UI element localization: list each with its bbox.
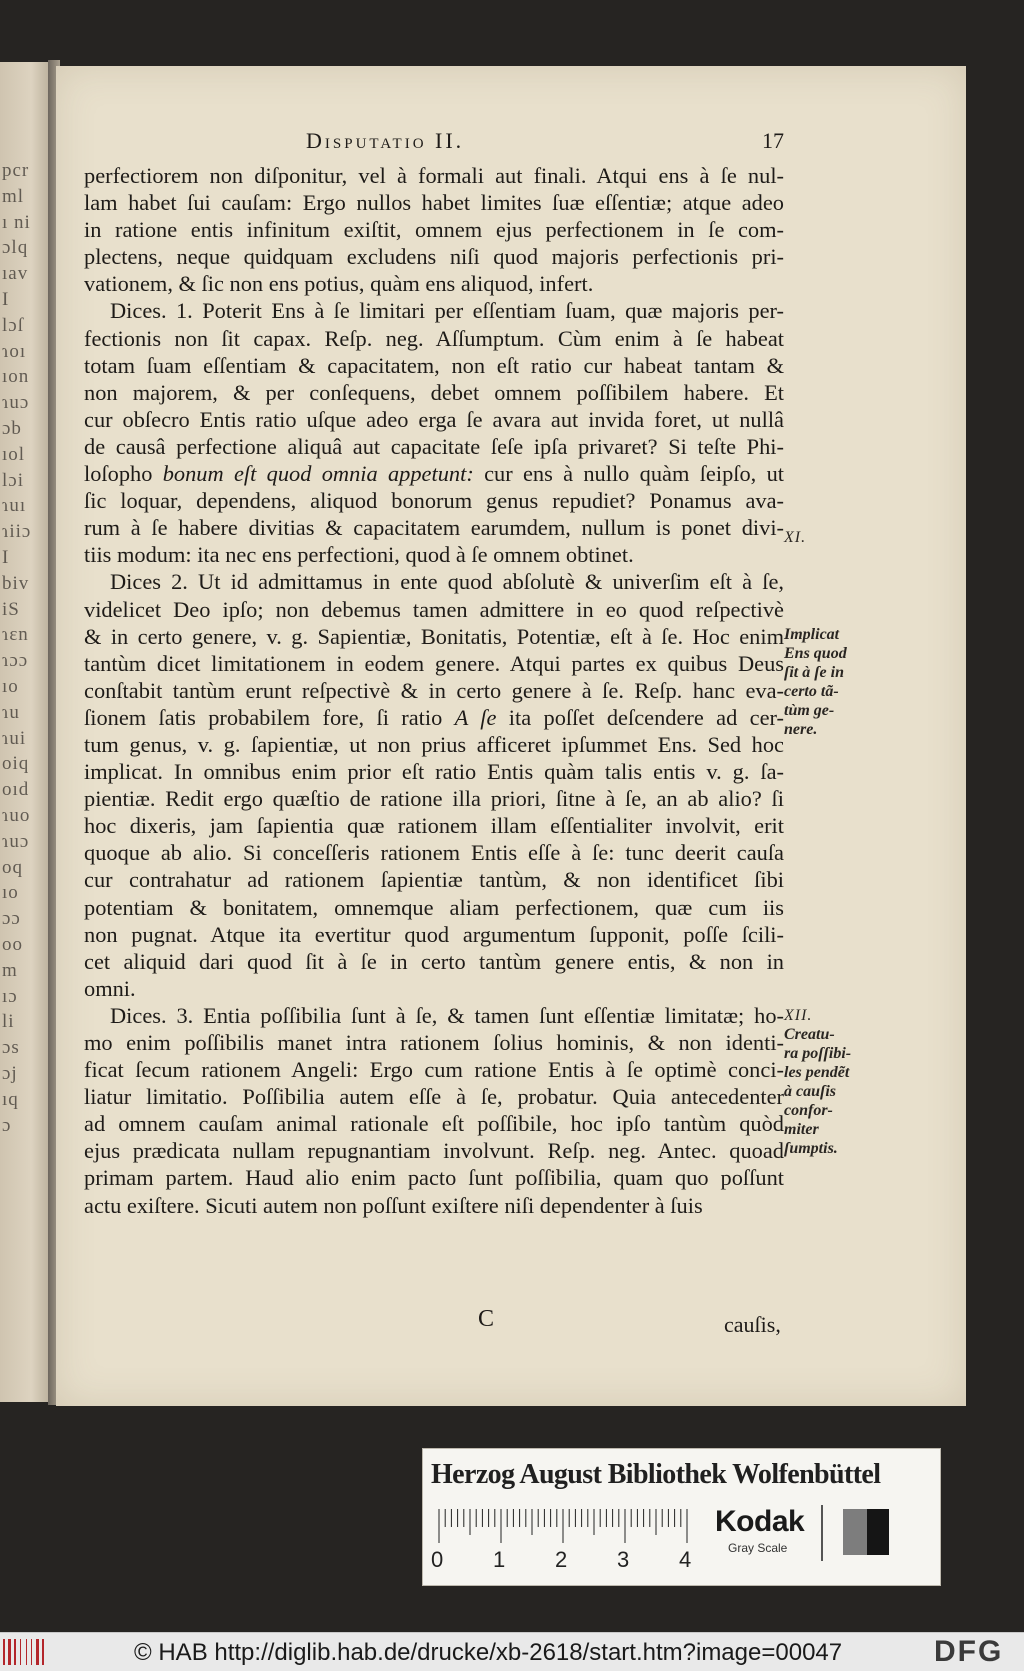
ruler-number: 3 xyxy=(617,1547,630,1572)
ruler-scale xyxy=(435,1509,715,1543)
text-line: conſtabit tantùm erunt reſpectivè & in certo genere à ſe. Reſp. hanc eva- xyxy=(84,677,784,703)
prev-page-fragment: ıol xyxy=(2,443,26,465)
text-line: pientiæ. Redit ergo quæſtio de ratione illa priori, ſitne à ſe, an ab alio? ſi xyxy=(84,786,784,812)
text-line: in ratione entis infinitum exiſtit, omnem ejus perfectionem in ſe com- xyxy=(84,217,784,243)
prev-page-fragment: ɿiiɔ xyxy=(2,521,32,543)
kodak-logo: Kodak xyxy=(715,1505,805,1538)
text-line: tiis modum: ita nec ens perfectioni, quod à ſe omnem obtinet. xyxy=(84,542,634,568)
text-line: liatur limitatio. Poſſibilia autem eſſe à ſe, probatur. Quia antecedenter xyxy=(84,1084,784,1110)
prev-page-fragment: ıo xyxy=(2,882,19,904)
prev-page-fragment: ɿoı xyxy=(2,340,27,362)
text-line: totam ſuam eſſentiam & capacitatem, non eſt ratio cur habeat tantam & xyxy=(84,352,784,378)
text-line: implicat. In omnibus enim prior eſt ratio Entis quàm talis entis v. g. ſa- xyxy=(84,759,784,785)
prev-page-fragment: ɔ xyxy=(2,1114,12,1136)
prev-page-fragment: lɔſ xyxy=(2,314,24,336)
prev-page-fragment: ıɔ xyxy=(2,985,18,1007)
text-line: Dices. 3. Entia poſſibilia ſunt à ſe, & tamen ſunt eſſentiæ limitatæ; ho- xyxy=(110,1002,784,1028)
text-line: ſic loquar, dependens, aliquod bonorum genus repudiet? Ponamus ava- xyxy=(84,488,784,514)
prev-page-fragment: ɿuo xyxy=(2,805,31,826)
marginal-line: les pendẽt xyxy=(784,1064,850,1081)
source-url-text[interactable]: © HAB http://diglib.hab.de/drucke/xb-2618/start.htm?image=00047 xyxy=(134,1639,843,1666)
library-color-label xyxy=(422,1448,941,1586)
prev-page-fragment: pcr xyxy=(2,160,30,181)
text-line: omni. xyxy=(84,975,136,1001)
text-line: potentiam & bonitatem, omnemque aliam perfectionem, quæ cum iis xyxy=(84,894,784,920)
text-line: non pugnat. Atque ita evertitur quod argumentum ſupponit, poſſe ſcili- xyxy=(84,921,784,947)
prev-page-fragment: oq xyxy=(2,856,23,878)
prev-page-fragment: ɔɔ xyxy=(2,908,21,930)
prev-page-fragment: ɿuɔ xyxy=(2,392,30,414)
text-line: ad omnem cauſam animal rationale eſt poſſibile, hoc ipſo tantùm quòd xyxy=(84,1111,784,1137)
marginal-number: XI. xyxy=(784,529,807,546)
marginal-line: Ens quod xyxy=(784,645,847,662)
text-line: vationem, & ſic non ens potius, quàm ens aliquod, infert. xyxy=(84,271,594,297)
prev-page-fragment: m xyxy=(2,959,18,981)
barcode-bar xyxy=(26,1639,27,1665)
text-line: quoque ab alio. Si conceſſeris rationem Entis eſſe à ſe: tunc deerit cauſa xyxy=(84,840,784,866)
prev-page-fragment: ɔlq xyxy=(2,237,29,259)
barcode-bar xyxy=(31,1639,32,1665)
prev-page-fragment: ɿɔɔ xyxy=(2,650,29,672)
dfg-logo: DFG xyxy=(934,1635,1004,1668)
text-line: & in certo genere, v. g. Sapientiæ, Bonitatis, Potentiæ, eſt à ſe. Hoc enim xyxy=(84,623,784,649)
italic-phrase: A ſe xyxy=(454,704,497,730)
prev-page-fragment: ɿɛn xyxy=(2,624,29,646)
page-number: 17 xyxy=(762,128,784,153)
text-line: videlicet Deo ipſo; non debemus tamen admittere in eo quod reſpectivè xyxy=(84,596,784,622)
ruler-numbers xyxy=(431,1547,731,1573)
prev-page-fragment: ɿuɔ xyxy=(2,830,30,852)
text-line: lam habet ſui cauſam: Ergo nullos habet limites ſuæ eſſentiæ; atque adeo xyxy=(84,190,784,216)
text-line: cur obſecro Entis ratio uſque adeo erga ſe avara aut invida foret, ut nullâ xyxy=(84,406,784,432)
marginal-line: Creatu- xyxy=(784,1026,835,1043)
prev-page-fragment: iS xyxy=(2,598,20,620)
ruler-number: 4 xyxy=(679,1547,692,1572)
barcode-bar xyxy=(20,1639,21,1665)
prev-page-fragment: ıon xyxy=(2,366,30,388)
text-line: loſopho bonum eſt quod omnia appetunt: cur ens à nullo quàm ſeipſo, ut xyxy=(84,461,784,487)
barcode-bar xyxy=(14,1639,16,1665)
body-text xyxy=(84,162,784,1219)
text-line: perfectiorem non diſponitur, vel à formali aut finali. Atqui ens à ſe nul- xyxy=(84,163,784,188)
text-line: hoc dixeris, jam ſapientia quæ rationem illam eſſentialiter involvit, erit xyxy=(84,813,784,839)
barcode-icon xyxy=(2,1637,48,1667)
prev-page-fragment: ıq xyxy=(2,1088,19,1110)
marginal-line: Implicat xyxy=(784,626,840,643)
text-line: fectionis non ſit capax. Reſp. neg. Aſſumptum. Cùm enim à ſe habeat xyxy=(84,325,784,351)
prev-page-fragment: ɿui xyxy=(2,727,27,749)
marginal-note-xii xyxy=(784,1006,874,1158)
marginal-line: miter xyxy=(784,1121,819,1138)
prev-page-fragment: ɿu xyxy=(2,701,20,723)
marginal-line: nere. xyxy=(784,721,818,738)
kodak-subtitle: Gray Scale xyxy=(728,1541,788,1555)
prev-page-fragment: ıav xyxy=(2,263,29,285)
prev-page-fragment: li xyxy=(2,1011,15,1033)
text-line: Dices 2. Ut id admittamus in ente quod abſolutè & univerſim eſt à ſe, xyxy=(110,569,784,595)
marginal-line: ra poſſibi- xyxy=(784,1045,852,1062)
gray-patch-mid xyxy=(843,1509,867,1555)
running-title: Disputatio II. xyxy=(306,128,465,153)
prev-page-fragment: ɔb xyxy=(2,418,22,439)
marginal-number: XII. xyxy=(784,1007,813,1024)
marginal-line: confor- xyxy=(784,1102,833,1119)
text-line: rum à ſe habere divitias & capacitatem earumdem, nullum is ponet divi- xyxy=(84,515,784,541)
catchword: cauſis, xyxy=(724,1312,781,1337)
prev-page-fragment: I xyxy=(2,547,10,568)
prev-page-fragment: biv xyxy=(2,572,30,594)
page-header xyxy=(56,128,966,158)
text-line: Dices. 1. Poterit Ens à ſe limitari per eſſentiam ſuam, quæ majoris per- xyxy=(110,298,784,324)
label-divider xyxy=(821,1505,823,1561)
prev-page-fragment: ıo xyxy=(2,676,19,697)
marginal-line: certo tã- xyxy=(784,683,839,700)
prev-page-fragment: oiq xyxy=(2,753,30,775)
text-line: non majorem, & per conſequens, debet omnem poſſibilem habere. Et xyxy=(84,379,784,405)
prev-page-fragment: ı ni xyxy=(2,211,31,233)
previous-page-edge xyxy=(0,62,52,1402)
text-line: tum genus, v. g. ſapientiæ, ut non prius afficeret ipſummet Ens. Sed hoc xyxy=(84,731,784,757)
text-line: ejus prædicata nullam repugnantiam involvunt. Reſp. neg. Antec. quoad xyxy=(84,1138,784,1164)
viewer-footer xyxy=(0,1632,1024,1671)
text-line: cur contrahatur ad rationem ſapientiæ tantùm, & non identificet ſibi xyxy=(84,867,784,893)
prev-page-fragment: ɔj xyxy=(2,1063,18,1084)
marginal-line: ſit à ſe in xyxy=(784,664,844,681)
prev-page-fragment: oıd xyxy=(2,779,30,801)
gray-patch-dark xyxy=(867,1509,889,1555)
ruler-number: 2 xyxy=(555,1547,568,1572)
text-line: de causâ perfectione aliquâ aut capacitate ſeſe ipſa privaret? Si teſte Phi- xyxy=(84,433,784,459)
prev-page-fragment: ml xyxy=(2,185,25,207)
marginal-note-xi xyxy=(784,528,874,739)
barcode-bar xyxy=(8,1639,11,1665)
barcode-bar xyxy=(3,1639,5,1665)
signature-mark: C xyxy=(478,1306,495,1332)
marginal-line: ſumptis. xyxy=(784,1140,838,1157)
prev-page-fragment: ɿuı xyxy=(2,495,27,517)
text-line: tantùm dicet limitationem in eodem genere. Atqui partes ex quibus Deus xyxy=(84,650,784,676)
italic-phrase: bonum eſt quod omnia appetunt: xyxy=(162,461,474,487)
book-page xyxy=(56,66,966,1406)
marginal-line: à cauſis xyxy=(784,1083,836,1100)
text-line: plectens, neque quidquam excludens niſi quod majoris perfectionis pri- xyxy=(84,244,784,270)
text-line: actu exiſtere. Sicuti autem non poſſunt exiſtere niſi dependenter à ſuis xyxy=(84,1192,703,1218)
text-line: primam partem. Haud alio enim pacto ſunt poſſibilia, quam quo poſſunt xyxy=(84,1165,784,1191)
ruler-number: 0 xyxy=(431,1547,444,1572)
barcode-bar xyxy=(36,1639,39,1665)
text-line: mo enim poſſibilis manet intra rationem ſolius hominis, & non identi- xyxy=(84,1030,784,1055)
text-line: ficat ſecum rationem Angeli: Ergo cum ratione Entis à ſe optimè conci- xyxy=(84,1057,784,1083)
marginal-line: tùm ge- xyxy=(784,702,835,719)
prev-page-fragment: lɔi xyxy=(2,469,24,491)
barcode-bar xyxy=(42,1639,44,1665)
text-line: ſionem ſatis probabilem fore, ſi ratio A ſe ita poſſet deſcendere ad cer- xyxy=(84,704,784,730)
prev-page-fragment: I xyxy=(2,289,10,310)
prev-page-fragment: oo xyxy=(2,934,23,955)
ruler-number: 1 xyxy=(493,1547,506,1572)
prev-page-fragment: ɔs xyxy=(2,1037,20,1059)
library-name: Herzog August Bibliothek Wolfenbüttel xyxy=(431,1459,881,1490)
text-line: cet aliquid dari quod ſit à ſe in certo tantùm genere entis, & non in xyxy=(84,948,784,974)
